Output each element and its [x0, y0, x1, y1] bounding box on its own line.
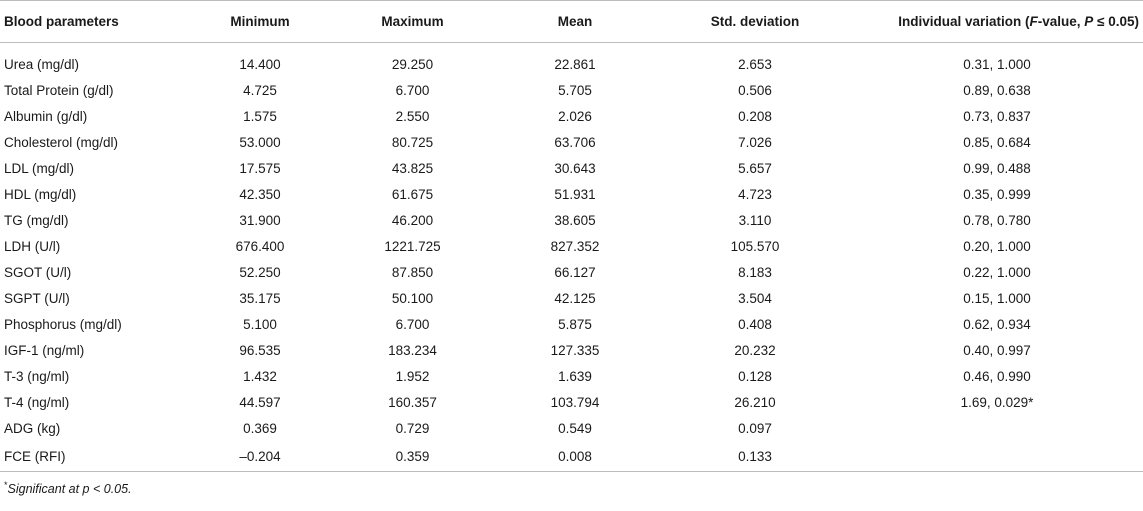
cell-maximum: 80.725 — [391, 134, 434, 150]
column-header-mean: Mean — [495, 1, 655, 43]
cell-individual-variation: 0.89, 0.638 — [963, 82, 1031, 98]
cell-maximum: 29.250 — [391, 56, 434, 72]
cell-maximum: 1221.725 — [384, 238, 441, 254]
cell-mean: 827.352 — [550, 238, 600, 254]
cell-maximum: 6.700 — [395, 82, 430, 98]
cell-maximum: 46.200 — [391, 212, 434, 228]
cell-std-deviation: 8.183 — [738, 264, 772, 280]
cell-mean: 2.026 — [558, 108, 592, 124]
cell-std-deviation: 20.232 — [734, 342, 776, 358]
cell-minimum: 676.400 — [235, 238, 285, 254]
cell-minimum: 53.000 — [239, 134, 281, 150]
cell-minimum: 0.369 — [243, 420, 277, 436]
cell-minimum: 5.100 — [243, 316, 277, 332]
cell-maximum: 160.357 — [388, 394, 437, 410]
cell-std-deviation: 0.133 — [655, 441, 855, 472]
cell-mean: 42.125 — [554, 290, 596, 306]
cell-individual-variation: 0.46, 0.990 — [963, 368, 1031, 384]
table-row — [0, 207, 1143, 233]
cell-mean: 0.549 — [558, 420, 592, 436]
cell-individual-variation — [855, 441, 1143, 472]
cell-mean: 30.643 — [554, 160, 596, 176]
table-row — [0, 363, 1143, 389]
cell-individual-variation: 0.99, 0.488 — [963, 160, 1031, 176]
cell-minimum: –0.204 — [190, 441, 330, 472]
cell-maximum: 87.850 — [391, 264, 434, 280]
cell-individual-variation: 0.15, 1.000 — [963, 290, 1031, 306]
cell-maximum: 43.825 — [391, 160, 434, 176]
table-row — [0, 233, 1143, 259]
cell-std-deviation: 0.208 — [738, 108, 772, 124]
cell-mean: 63.706 — [554, 134, 596, 150]
cell-maximum: 50.100 — [391, 290, 434, 306]
table-row — [0, 129, 1143, 155]
table-row — [0, 285, 1143, 311]
cell-minimum: 1.575 — [243, 108, 277, 124]
cell-std-deviation: 0.128 — [738, 368, 772, 384]
cell-minimum: 52.250 — [239, 264, 281, 280]
cell-minimum: 42.350 — [239, 186, 281, 202]
column-header-minimum: Minimum — [190, 1, 330, 43]
cell-maximum: 0.359 — [330, 441, 495, 472]
cell-parameter: Albumin (g/dl) — [4, 108, 88, 124]
cell-individual-variation — [855, 415, 1143, 441]
table-row — [0, 311, 1143, 337]
column-header-parameter: Blood parameters — [0, 1, 190, 43]
cell-minimum: 35.175 — [239, 290, 281, 306]
cell-std-deviation: 0.506 — [738, 82, 772, 98]
header-part: Individual variation ( — [898, 14, 1030, 29]
cell-parameter: T-3 (ng/ml) — [4, 368, 70, 384]
cell-individual-variation: 0.35, 0.999 — [963, 186, 1031, 202]
cell-std-deviation: 3.504 — [738, 290, 772, 306]
table-row — [0, 389, 1143, 415]
cell-std-deviation: 26.210 — [734, 394, 776, 410]
header-f-italic: F — [1029, 14, 1038, 29]
cell-individual-variation: 0.31, 1.000 — [963, 56, 1031, 72]
cell-maximum: 61.675 — [391, 186, 434, 202]
cell-minimum: 44.597 — [239, 394, 281, 410]
column-header-maximum: Maximum — [330, 1, 495, 43]
cell-individual-variation: 0.20, 1.000 — [963, 238, 1031, 254]
cell-mean: 0.008 — [495, 441, 655, 472]
cell-individual-variation: 0.85, 0.684 — [963, 134, 1031, 150]
cell-minimum: 4.725 — [243, 82, 277, 98]
cell-maximum: 2.550 — [395, 108, 430, 124]
cell-parameter: Cholesterol (mg/dl) — [4, 134, 119, 150]
cell-std-deviation: 0.097 — [738, 420, 772, 436]
table-row — [0, 43, 1143, 78]
cell-parameter: LDL (mg/dl) — [4, 160, 75, 176]
cell-std-deviation: 2.653 — [738, 56, 772, 72]
cell-mean: 5.705 — [558, 82, 592, 98]
table-row — [0, 337, 1143, 363]
cell-mean: 103.794 — [550, 394, 600, 410]
cell-maximum: 0.729 — [395, 420, 430, 436]
cell-individual-variation: 0.22, 1.000 — [963, 264, 1031, 280]
column-header-individual-variation — [855, 1, 1143, 43]
cell-maximum: 1.952 — [395, 368, 430, 384]
cell-mean: 5.875 — [558, 316, 592, 332]
table-row — [0, 77, 1143, 103]
cell-parameter: T-4 (ng/ml) — [4, 394, 70, 410]
footnote-text: Significant at p < 0.05. — [7, 482, 132, 497]
table-row — [0, 259, 1143, 285]
cell-std-deviation: 3.110 — [738, 212, 772, 228]
table-row — [0, 415, 1143, 441]
cell-parameter: Total Protein (g/dl) — [4, 82, 114, 98]
cell-individual-variation: 0.73, 0.837 — [963, 108, 1031, 124]
cell-parameter: HDL (mg/dl) — [4, 186, 77, 202]
cell-mean: 1.639 — [558, 368, 592, 384]
cell-mean: 51.931 — [554, 186, 596, 202]
cell-parameter: SGOT (U/l) — [4, 264, 72, 280]
cell-parameter: Urea (mg/dl) — [4, 56, 80, 72]
header-part: ≤ 0.05) — [1093, 14, 1139, 29]
cell-individual-variation: 1.69, 0.029* — [960, 394, 1034, 410]
cell-minimum: 1.432 — [243, 368, 277, 384]
cell-std-deviation: 105.570 — [730, 238, 780, 254]
cell-parameter: FCE (RFI) — [0, 441, 190, 472]
cell-maximum: 183.234 — [388, 342, 437, 358]
cell-std-deviation: 7.026 — [738, 134, 772, 150]
table-body — [0, 43, 1143, 472]
table-row — [0, 103, 1143, 129]
cell-mean: 22.861 — [554, 56, 596, 72]
table-header-row — [0, 1, 1143, 43]
header-part: -value, — [1037, 14, 1085, 29]
cell-std-deviation: 5.657 — [738, 160, 772, 176]
cell-std-deviation: 0.408 — [738, 316, 772, 332]
cell-mean: 66.127 — [554, 264, 596, 280]
cell-mean: 38.605 — [554, 212, 596, 228]
header-p-italic: P — [1084, 14, 1094, 29]
cell-minimum: 96.535 — [239, 342, 281, 358]
cell-individual-variation: 0.40, 0.997 — [963, 342, 1031, 358]
table-row — [0, 441, 1143, 472]
footnote-marker: * — [4, 480, 8, 490]
table-row — [0, 181, 1143, 207]
cell-maximum: 6.700 — [395, 316, 430, 332]
cell-parameter: IGF-1 (ng/ml) — [4, 342, 85, 358]
cell-parameter: SGPT (U/l) — [4, 290, 70, 306]
cell-individual-variation: 0.78, 0.780 — [963, 212, 1031, 228]
cell-std-deviation: 4.723 — [738, 186, 772, 202]
table-footnote — [0, 480, 1143, 496]
cell-parameter: TG (mg/dl) — [4, 212, 69, 228]
cell-parameter: LDH (U/l) — [4, 238, 61, 254]
cell-minimum: 14.400 — [239, 56, 281, 72]
cell-mean: 127.335 — [550, 342, 600, 358]
cell-minimum: 31.900 — [239, 212, 281, 228]
cell-minimum: 17.575 — [239, 160, 281, 176]
cell-individual-variation: 0.62, 0.934 — [963, 316, 1031, 332]
column-header-std-deviation: Std. deviation — [655, 1, 855, 43]
cell-parameter: Phosphorus (mg/dl) — [4, 316, 122, 332]
table-row — [0, 155, 1143, 181]
cell-parameter: ADG (kg) — [4, 420, 61, 436]
